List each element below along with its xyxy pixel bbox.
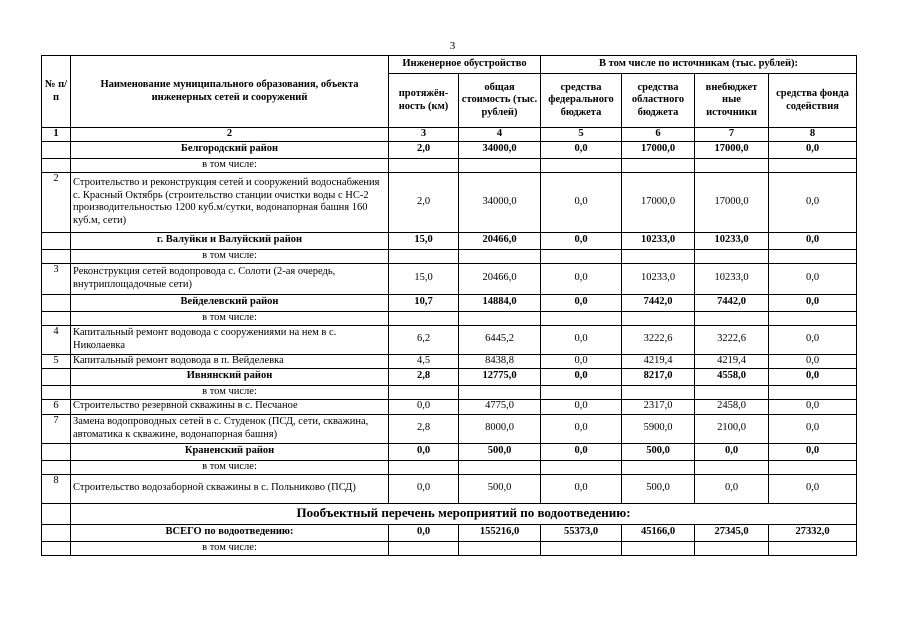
cell-fund: 0,0 [769, 232, 857, 249]
header-federal: средства федерального бюджета [541, 74, 622, 128]
column-number: 5 [541, 128, 622, 142]
subheading-label: в том числе: [71, 249, 389, 263]
header-length: протяжён-ность (км) [389, 74, 459, 128]
cell-length: 2,0 [389, 172, 459, 232]
cell-fund: 0,0 [769, 368, 857, 385]
cell-length: 15,0 [389, 263, 459, 294]
cell-extra: 17000,0 [695, 172, 769, 232]
cell-length: 15,0 [389, 232, 459, 249]
header-engineering: Инженерное обустройство [389, 56, 541, 74]
cell-fund: 0,0 [769, 443, 857, 460]
cell-length: 0,0 [389, 443, 459, 460]
district-name: Ивнянский район [71, 368, 389, 385]
cell-total: 500,0 [459, 443, 541, 460]
cell-extra: 10233,0 [695, 263, 769, 294]
cell-extra: 17000,0 [695, 141, 769, 158]
header-sources: В том числе по источникам (тыс. рублей): [541, 56, 857, 74]
page-number: 3 [449, 40, 456, 52]
cell-fund: 0,0 [769, 399, 857, 414]
item-row [42, 474, 857, 503]
cell-regional: 45166,0 [622, 524, 695, 541]
cell-length: 0,0 [389, 399, 459, 414]
item-name: Замена водопроводных сетей в с. Студенок (ПСД, сети, скважина, автоматика к скважине, водонапорная башня) [71, 414, 389, 443]
subheading-row [42, 385, 857, 399]
cell-extra: 2458,0 [695, 399, 769, 414]
cell-federal: 0,0 [541, 474, 622, 503]
cell-regional: 8217,0 [622, 368, 695, 385]
cell-regional: 3222,6 [622, 325, 695, 354]
subheading-row [42, 158, 857, 172]
cell-total: 8000,0 [459, 414, 541, 443]
cell-federal: 0,0 [541, 414, 622, 443]
funding-table [41, 55, 857, 556]
cell-regional: 7442,0 [622, 294, 695, 311]
cell-federal: 0,0 [541, 443, 622, 460]
cell-regional: 500,0 [622, 474, 695, 503]
subheading-label: в том числе: [71, 311, 389, 325]
cell-total: 14884,0 [459, 294, 541, 311]
item-name: Капитальный ремонт водовода с сооружениями на нем в с. Николаевка [71, 325, 389, 354]
cell-regional: 17000,0 [622, 172, 695, 232]
section-title: Пообъектный перечень мероприятий по водоотведению: [71, 503, 857, 524]
header-name: Наименование муниципального образования, объекта инженерных сетей и сооружений [71, 56, 389, 128]
cell-federal: 0,0 [541, 325, 622, 354]
item-name: Капитальный ремонт водовода в п. Вейделевка [71, 354, 389, 368]
column-number: 6 [622, 128, 695, 142]
item-number: 8 [42, 474, 71, 503]
cell-extra: 10233,0 [695, 232, 769, 249]
cell-fund: 27332,0 [769, 524, 857, 541]
subheading-row [42, 311, 857, 325]
column-number: 3 [389, 128, 459, 142]
cell-regional: 4219,4 [622, 354, 695, 368]
district-name: Белгородский район [71, 141, 389, 158]
header-total: общая стоимость (тыс. рублей) [459, 74, 541, 128]
subheading-label: в том числе: [71, 541, 389, 555]
item-row [42, 263, 857, 294]
item-name: Реконструкция сетей водопровода с. Солоти (2-ая очередь, внутриплощадочные сети) [71, 263, 389, 294]
cell-fund: 0,0 [769, 141, 857, 158]
cell-fund: 0,0 [769, 172, 857, 232]
item-number: 4 [42, 325, 71, 354]
cell-fund: 0,0 [769, 294, 857, 311]
district-row [42, 368, 857, 385]
cell-length: 2,8 [389, 368, 459, 385]
section-title-row [42, 503, 857, 524]
cell-federal: 0,0 [541, 141, 622, 158]
subheading-row [42, 460, 857, 474]
item-name: Строительство резервной скважины в с. Песчаное [71, 399, 389, 414]
header-fund: средства фонда содействия [769, 74, 857, 128]
cell-regional: 2317,0 [622, 399, 695, 414]
cell-total: 8438,8 [459, 354, 541, 368]
cell-fund: 0,0 [769, 263, 857, 294]
total-row [42, 524, 857, 541]
column-number: 7 [695, 128, 769, 142]
cell-total: 20466,0 [459, 263, 541, 294]
item-row [42, 172, 857, 232]
column-number-row [42, 128, 857, 142]
item-name: Строительство и реконструкция сетей и сооружений водоснабжения с. Красный Октябрь (строительство станции очистки воды с НС-2 производительностью 1200 куб.м/сутки, водонапорная башня 160 куб.м, сети) [71, 172, 389, 232]
cell-total: 4775,0 [459, 399, 541, 414]
subheading-label: в том числе: [71, 460, 389, 474]
subheading-label: в том числе: [71, 385, 389, 399]
cell-regional: 5900,0 [622, 414, 695, 443]
header-no: № п/п [42, 56, 71, 128]
district-name: Вейделевский район [71, 294, 389, 311]
cell-length: 2,8 [389, 414, 459, 443]
district-name: Краненский район [71, 443, 389, 460]
subheading-label: в том числе: [71, 158, 389, 172]
cell-extra: 2100,0 [695, 414, 769, 443]
cell-total: 6445,2 [459, 325, 541, 354]
cell-federal: 0,0 [541, 232, 622, 249]
cell-extra: 4219,4 [695, 354, 769, 368]
total-label: ВСЕГО по водоотведению: [71, 524, 389, 541]
cell-federal: 0,0 [541, 172, 622, 232]
district-name: г. Валуйки и Валуйский район [71, 232, 389, 249]
column-number: 8 [769, 128, 857, 142]
cell-extra: 0,0 [695, 443, 769, 460]
cell-total: 155216,0 [459, 524, 541, 541]
cell-regional: 10233,0 [622, 263, 695, 294]
cell-extra: 27345,0 [695, 524, 769, 541]
cell-regional: 17000,0 [622, 141, 695, 158]
item-row [42, 325, 857, 354]
cell-length: 10,7 [389, 294, 459, 311]
cell-regional: 500,0 [622, 443, 695, 460]
item-number: 7 [42, 414, 71, 443]
cell-fund: 0,0 [769, 325, 857, 354]
item-row [42, 354, 857, 368]
item-number: 3 [42, 263, 71, 294]
header-regional: средства областного бюджета [622, 74, 695, 128]
item-number: 2 [42, 172, 71, 232]
cell-federal: 0,0 [541, 354, 622, 368]
district-row [42, 294, 857, 311]
cell-federal: 0,0 [541, 294, 622, 311]
cell-length: 0,0 [389, 474, 459, 503]
cell-fund: 0,0 [769, 414, 857, 443]
cell-extra: 7442,0 [695, 294, 769, 311]
district-row [42, 141, 857, 158]
subheading-row [42, 249, 857, 263]
cell-length: 0,0 [389, 524, 459, 541]
cell-length: 4,5 [389, 354, 459, 368]
cell-total: 34000,0 [459, 172, 541, 232]
cell-total: 34000,0 [459, 141, 541, 158]
column-number: 1 [42, 128, 71, 142]
cell-total: 20466,0 [459, 232, 541, 249]
subheading-row [42, 541, 857, 555]
cell-federal: 55373,0 [541, 524, 622, 541]
cell-length: 6,2 [389, 325, 459, 354]
cell-extra: 3222,6 [695, 325, 769, 354]
cell-regional: 10233,0 [622, 232, 695, 249]
district-row [42, 443, 857, 460]
cell-total: 500,0 [459, 474, 541, 503]
cell-total: 12775,0 [459, 368, 541, 385]
cell-fund: 0,0 [769, 354, 857, 368]
item-name: Строительство водозаборной скважины в с. Польниково (ПСД) [71, 474, 389, 503]
cell-fund: 0,0 [769, 474, 857, 503]
cell-federal: 0,0 [541, 263, 622, 294]
item-number: 6 [42, 399, 71, 414]
column-number: 2 [71, 128, 389, 142]
cell-length: 2,0 [389, 141, 459, 158]
item-row [42, 399, 857, 414]
item-row [42, 414, 857, 443]
cell-federal: 0,0 [541, 368, 622, 385]
header-extra: внебюджет ные источники [695, 74, 769, 128]
cell-extra: 4558,0 [695, 368, 769, 385]
item-number: 5 [42, 354, 71, 368]
column-number: 4 [459, 128, 541, 142]
cell-federal: 0,0 [541, 399, 622, 414]
district-row [42, 232, 857, 249]
cell-extra: 0,0 [695, 474, 769, 503]
